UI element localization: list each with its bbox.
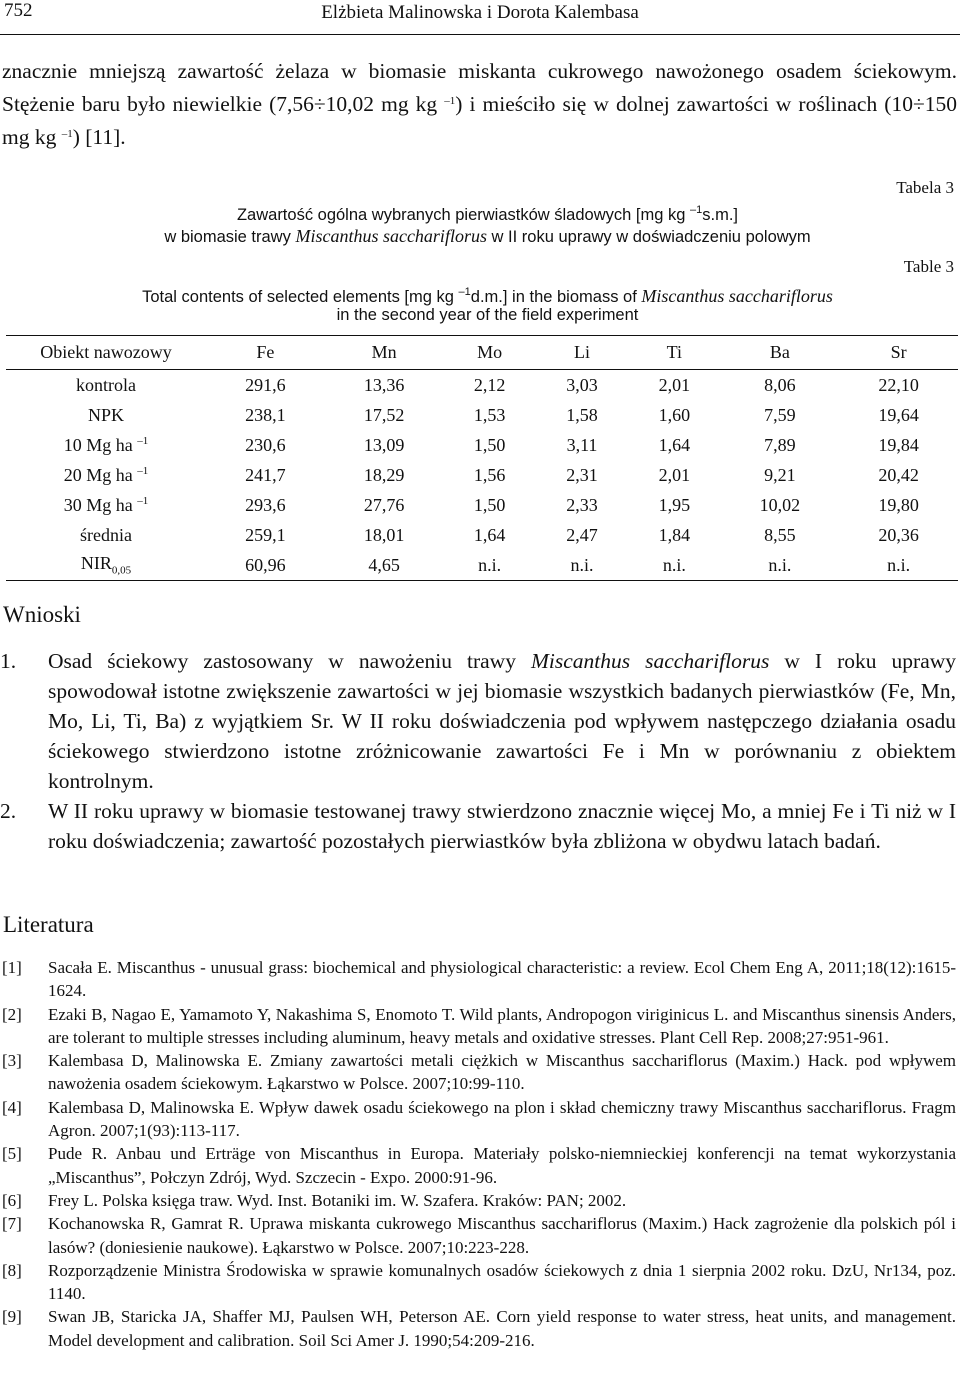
table-label-en: Table 3 bbox=[903, 257, 954, 276]
running-head: Elżbieta Malinowska i Dorota Kalembasa bbox=[321, 2, 639, 23]
table-cell: 1,50 bbox=[473, 434, 506, 455]
table-cell: 2,33 bbox=[566, 494, 598, 515]
table-cell: 60,96 bbox=[206, 550, 325, 581]
table-cell: 9,21 bbox=[764, 464, 796, 485]
row-label: 20 Mg ha $^{-1}$ bbox=[63, 464, 149, 485]
table-cell: 18,29 bbox=[363, 464, 405, 485]
column-header: Fe bbox=[206, 336, 325, 370]
caption-en-line1: Total contents of selected elements [mg kg $^{-1}$d.m.] in the biomass of Miscanthus sacchariflorus bbox=[142, 286, 833, 306]
table-cell: 17,52 bbox=[363, 404, 405, 425]
table-row bbox=[6, 400, 958, 430]
table-cell: 1,53 bbox=[473, 404, 506, 425]
elements-table bbox=[6, 335, 958, 581]
column-header: Mn bbox=[325, 336, 444, 370]
reference-item: [2] Ezaki B, Nagao E, Yamamoto Y, Nakashima S, Enomoto T. Wild plants, Andropogon viriginicus L. and Miscanthus sinensis Anders, are tolerant to multiple stresses including aluminum, heavy metals and oxidative stresses. Plant Cell Rep. 2008;27:951-961. bbox=[2, 1004, 956, 1047]
table-cell: 238,1 bbox=[245, 404, 286, 425]
row-label: $NIR_{0,05}$ bbox=[6, 550, 206, 581]
table-cell: 293,6 bbox=[245, 494, 286, 515]
table-cell: 1,64 bbox=[658, 434, 691, 455]
row-label: kontrola bbox=[76, 374, 136, 395]
table-row bbox=[6, 460, 958, 490]
table-cell: 19,64 bbox=[878, 404, 919, 425]
reference-item: [8] Rozporządzenie Ministra Środowiska w sprawie komunalnych osadów ściekowych z dnia 1 sierpnia 2002 roku. DzU, Nr134, poz. 1140. bbox=[2, 1260, 956, 1304]
table-cell: 241,7 bbox=[245, 464, 286, 485]
table-cell: n.i. bbox=[721, 550, 840, 581]
page-number: 752 bbox=[4, 0, 33, 21]
row-label: NPK bbox=[87, 404, 124, 425]
table-cell: n.i. bbox=[443, 550, 535, 581]
intro-paragraph: znacznie mniejszą zawartość żelaza w biomasie miskanta cukrowego nawożonego osadem ściekowym. Stężenie baru było niewielkie (7,56÷10,02 mg kg $^{-1}$) i mieściło się w dolnej zawartości w roślinach (10÷150 mg kg $^{-1}$) [11]. bbox=[2, 59, 957, 149]
table-row bbox=[6, 550, 958, 581]
table-cell: 13,09 bbox=[363, 434, 405, 455]
table-cell: 7,89 bbox=[764, 434, 796, 455]
references-list bbox=[0, 956, 956, 1352]
table-cell: 3,03 bbox=[566, 374, 598, 395]
table-cell: 230,6 bbox=[245, 434, 286, 455]
reference-item: [1] Sacała E. Miscanthus - unusual grass: biochemical and physiological characteristic: a review. Ecol Chem Eng A, 2011;18(12):1615-1624. bbox=[2, 958, 956, 1001]
caption-en-line2: in the second year of the field experiment bbox=[336, 306, 639, 324]
table-cell: 291,6 bbox=[245, 374, 286, 395]
table-cell: 13,36 bbox=[363, 374, 405, 395]
reference-item: [4] Kalembasa D, Malinowska E. Wpływ dawek osadu ściekowego na plon i skład chemiczny trawy Miscanthus sacchariflorus. Fragm Agron. 2007;1(93):113-117. bbox=[2, 1097, 956, 1141]
row-label: 30 Mg ha $^{-1}$ bbox=[63, 494, 149, 515]
row-label: 10 Mg ha $^{-1}$ bbox=[63, 434, 149, 455]
column-header: Li bbox=[536, 336, 628, 370]
conclusion-item: 1. Osad ściekowy zastosowany w nawożeniu trawy Miscanthus sacchariflorus w I roku uprawy spowodował istotne zwiększenie zawartości w jej biomasie wszystkich badanych pierwiastków (Fe, Mn, Mo, Li, Ti, Ba) z wyjątkiem Sr. W II roku doświadczenia pod wpływem następczego działania osadu ściekowego stwierdzono istotne zróżnicowanie zawartości Fe i Mn w porównaniu z obiektem kontrolnym. bbox=[0, 649, 957, 793]
reference-item: [5] Pude R. Anbau und Erträge von Miscanthus in Europa. Materiały polsko-niemnieckiej konferencji na temat wykorzystania „Miscanthus”, Połczyn Zdrój, Wyd. Szczecin - Expo. 2000:91-96. bbox=[2, 1144, 956, 1187]
page-header bbox=[0, 0, 960, 38]
table-cell: 10,02 bbox=[759, 494, 801, 515]
table-cell: 20,42 bbox=[878, 464, 919, 485]
table-label-pl: Tabela 3 bbox=[896, 178, 954, 197]
table-cell: 1,56 bbox=[473, 464, 506, 485]
table-cell: n.i. bbox=[839, 550, 958, 581]
table-cell: 19,84 bbox=[878, 434, 919, 455]
table-cell: 1,58 bbox=[566, 404, 598, 425]
table-cell: 20,36 bbox=[878, 524, 919, 545]
table-row bbox=[6, 430, 958, 460]
row-label: średnia bbox=[80, 524, 132, 545]
table-row bbox=[6, 490, 958, 520]
caption-pl-line1: Zawartość ogólna wybranych pierwiastków śladowych [mg kg $^{-1}$s.m.] bbox=[236, 204, 739, 224]
table-cell: 2,01 bbox=[658, 374, 691, 395]
column-header: Ba bbox=[721, 336, 840, 370]
table-cell: 18,01 bbox=[363, 524, 405, 545]
reference-item: [3] Kalembasa D, Malinowska E. Zmiany zawartości metali ciężkich w Miscanthus sacchariflorus (Maxim.) Hack. pod wpływem nawożenia osadem ściekowym. Łąkarstwo w Polsce. 2007;10:99-110. bbox=[2, 1051, 956, 1094]
table-cell: 27,76 bbox=[363, 494, 405, 515]
table-cell: 1,60 bbox=[658, 404, 691, 425]
table-cell: 2,47 bbox=[566, 524, 598, 545]
column-header: Mo bbox=[443, 336, 535, 370]
table-cell: 2,12 bbox=[473, 374, 506, 395]
table-cell: n.i. bbox=[536, 550, 628, 581]
reference-item: [6] Frey L. Polska księga traw. Wyd. Inst. Botaniki im. W. Szafera. Kraków: PAN; 2002. bbox=[2, 1190, 627, 1210]
table-cell: 19,80 bbox=[878, 494, 919, 515]
column-header: Obiekt nawozowy bbox=[6, 336, 206, 370]
conclusions-list bbox=[0, 646, 956, 856]
caption-pl-line2: w biomasie trawy Miscanthus sacchariflorus w II roku uprawy w doświadczeniu polowym bbox=[164, 226, 811, 246]
table-cell: 4,65 bbox=[325, 550, 444, 581]
species-name: Miscanthus sacchariflorus bbox=[641, 286, 833, 306]
table-header-row bbox=[6, 336, 958, 370]
table-cell: 22,10 bbox=[878, 374, 919, 395]
table-cell: 259,1 bbox=[245, 524, 286, 545]
column-header: Ti bbox=[628, 336, 720, 370]
header-rule bbox=[0, 34, 960, 35]
table-cell: 1,84 bbox=[658, 524, 691, 545]
table-cell: 2,31 bbox=[566, 464, 598, 485]
table-cell: 1,64 bbox=[473, 524, 506, 545]
table-cell: 8,06 bbox=[764, 374, 796, 395]
table-cell: 2,01 bbox=[658, 464, 691, 485]
table-cell: 8,55 bbox=[764, 524, 796, 545]
species-name: Miscanthus sacchariflorus bbox=[295, 226, 487, 246]
column-header: Sr bbox=[839, 336, 958, 370]
table-row bbox=[6, 370, 958, 401]
table-cell: 1,50 bbox=[473, 494, 506, 515]
species-name: Miscanthus sacchariflorus bbox=[530, 649, 770, 673]
table-cell: 1,95 bbox=[658, 494, 691, 515]
reference-item: [9] Swan JB, Staricka JA, Shaffer MJ, Paulsen WH, Peterson AE. Corn yield response to water stress, heat units, and management. Model development and calibration. Soil Sci Amer J. 1990;54:209-216. bbox=[2, 1307, 956, 1350]
references-heading: Literatura bbox=[3, 912, 94, 937]
table-cell: n.i. bbox=[628, 550, 720, 581]
conclusions-heading: Wnioski bbox=[3, 602, 81, 627]
conclusion-item: 2. W II roku uprawy w biomasie testowanej trawy stwierdzono znacznie więcej Mo, a mniej Fe i Ti niż w I roku doświadczenia; zawartość pozostałych pierwiastków była zbliżona w obydwu latach badań. bbox=[0, 799, 956, 853]
reference-item: [7] Kochanowska R, Gamrat R. Uprawa miskanta cukrowego Miscanthus sacchariflorus (Maxim.) Hack zagrożenie dla polskich pól i lasów? (doniesienie naukowe). Łąkarstwo w Polsce. 2007;10:223-228. bbox=[2, 1214, 956, 1257]
table-cell: 7,59 bbox=[764, 404, 796, 425]
table-cell: 3,11 bbox=[566, 434, 598, 455]
table-row bbox=[6, 520, 958, 550]
